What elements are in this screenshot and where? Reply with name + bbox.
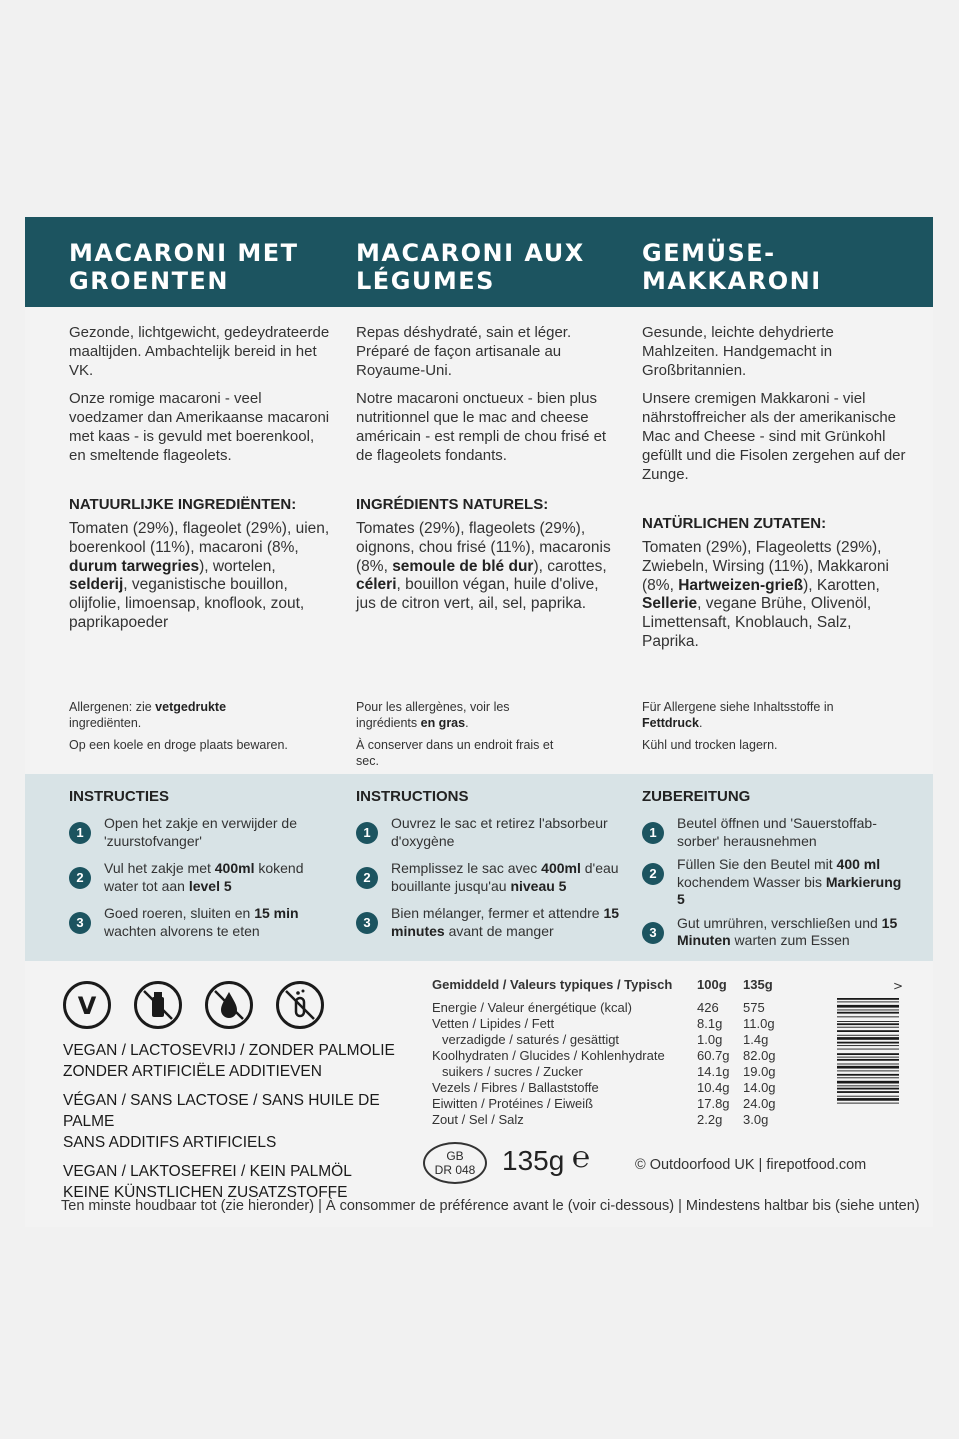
barcode-bar: [837, 1035, 899, 1036]
barcode-bar: [837, 1070, 899, 1071]
nutrition-row: Eiwitten / Protéines / Eiweiß 17.8g 24.0g: [432, 1096, 776, 1111]
intro-fr-1: Repas déshydraté, sain et léger. Préparé de façon artisanale au Royaume-Uni.: [356, 324, 572, 379]
intro-de-1: Gesunde, leichte dehydrierte Mahlzeiten. Handgemacht in Großbritannien.: [642, 324, 834, 379]
net-weight: 135g: [502, 1145, 565, 1176]
instructions-de: [642, 788, 902, 960]
allergens-nl: Allergenen: zie vetgedrukte ingrediënten. Op een koele en droge plaats bewaren.: [69, 700, 288, 752]
barcode-bar: [837, 1074, 899, 1076]
ingredients-nl: Tomaten (29%), flageolet (29%), uien, boerenkool (11%), macaroni (8%, durum tarwegries), wortelen, selderij, veganistische bouillon, olijfolie, limoensap, knoflook, zout, paprikapoeder: [69, 520, 330, 631]
barcode-bar: [837, 1059, 899, 1061]
intro-nl-1: Gezonde, lichtgewicht, gedeydrateerde maaltijden. Ambachtelijk bereid in het VK.: [69, 324, 330, 379]
storage-fr: À conserver dans un endroit frais et sec.: [356, 738, 554, 768]
step-3-nl: 3 Goed roeren, sluiten en 15 min wachten alvorens te eten: [69, 905, 329, 940]
vegan-icon: [63, 981, 111, 1029]
step-3-de: 3 Gut umrühren, verschließen und 15 Minuten warten zum Essen: [642, 915, 902, 950]
claims-nl: VEGAN / LACTOSEVRIJ / ZONDER PALMOLIE ZONDER ARTIFICIËLE ADDITIEVEN: [63, 1042, 395, 1080]
barcode-bar: [837, 1049, 899, 1050]
barcode-bar: [837, 1081, 899, 1084]
label-panel: [25, 217, 933, 1227]
barcode-bar: [837, 1005, 899, 1008]
nutrition-row: Energie / Valeur énergétique (kcal) 426 575: [432, 1000, 765, 1015]
nutrition-row: Koolhydraten / Glucides / Kohlenhydrate 60.7g 82.0g: [432, 1048, 776, 1063]
ingredients-de: Tomaten (29%), Flageoletts (29%), Zwiebeln, Wirsing (11%), Makkaroni (8%, Hartweizen-grieß), Karotten, Sellerie, vegane Brühe, Olivenöl, Limettensaft, Knoblauch, Salz, Paprika.: [642, 539, 889, 650]
barcode-bar: [837, 1016, 899, 1017]
ingredients-title-de: NATÜRLICHEN ZUTATEN:: [642, 515, 827, 532]
barcode-bar: [837, 1030, 899, 1032]
nutrition-header: Gemiddeld / Valeurs typiques / Typisch 100g 135g: [432, 977, 773, 992]
barcode-bar: [837, 1042, 899, 1044]
step-1-fr: 1 Ouvrez le sac et retirez l'absorbeur d'oxygène: [356, 815, 626, 850]
step-number-2: 2: [642, 863, 664, 885]
nutrition-row: Zout / Sel / Salz 2.2g 3.0g: [432, 1112, 769, 1127]
allergens-fr: Pour les allergènes, voir les ingrédients en gras. À conserver dans un endroit frais et sec.: [356, 699, 556, 775]
storage-nl: Op een koele en droge plaats bewaren.: [69, 738, 288, 752]
allergens-de: Für Allergene siehe Inhaltsstoffe in Fettdruck. Kühl und trocken lagern.: [642, 699, 862, 759]
step-number-3: 3: [642, 922, 664, 944]
storage-de: Kühl und trocken lagern.: [642, 738, 778, 752]
ingredients-title-fr: INGRÉDIENTS NATURELS:: [356, 496, 549, 513]
instructions-title-de: ZUBEREITUNG: [642, 788, 751, 805]
step-number-1: 1: [69, 822, 91, 844]
title-de: GEMÜSE- MAKKARONI: [642, 239, 822, 295]
instructions-band: [25, 774, 933, 961]
step-number-3: 3: [356, 912, 378, 934]
barcode-bar: [837, 1023, 899, 1025]
instructions-title-nl: INSTRUCTIES: [69, 788, 170, 805]
barcode-bar: [837, 1077, 899, 1078]
nutrition-row: verzadigde / saturés / gesättigt 1.0g 1.4g: [442, 1032, 769, 1047]
barcode-bars: [837, 998, 899, 1104]
instructions-title-fr: INSTRUCTIONS: [356, 788, 469, 805]
barcode-bar: [837, 1010, 899, 1011]
nutrition-row: Vezels / Fibres / Ballaststoffe 10.4g 14.0g: [432, 1080, 776, 1095]
barcode-bar: [837, 1091, 899, 1093]
step-number-2: 2: [69, 867, 91, 889]
svg-text:V: V: [77, 992, 97, 1020]
instructions-nl: [69, 788, 329, 950]
estimated-sign-icon: ℮: [572, 1141, 591, 1174]
nutrition-row: Vetten / Lipides / Fett 8.1g 11.0g: [432, 1016, 775, 1031]
ingredients-fr: Tomates (29%), flageolets (29%), oignons, chou frisé (11%), macaronis (8%, semoule de blé dur), carottes, céleri, bouillon végan, huile d'olive, jus de citron vert, ail, sel, paprika.: [356, 520, 611, 613]
barcode-bar: [837, 1096, 899, 1097]
ingredients-title-nl: NATUURLIJKE INGREDIËNTEN:: [69, 496, 297, 513]
nutrition-row: suikers / sucres / Zucker 14.1g 19.0g: [442, 1064, 776, 1079]
barcode-bar: [837, 1053, 899, 1055]
claims-fr: VÉGAN / SANS LACTOSE / SANS HUILE DE PALME SANS ADDITIFS ARTIFICIELS: [63, 1092, 380, 1151]
barcode: [809, 980, 909, 1130]
step-number-1: 1: [356, 822, 378, 844]
step-2-de: 2 Füllen Sie den Beutel mit 400 ml kochendem Wasser bis Markierung 5: [642, 856, 902, 909]
step-number-2: 2: [356, 867, 378, 889]
title-fr: MACARONI AUX LÉGUMES: [356, 239, 585, 295]
barcode-bar: [837, 1066, 899, 1069]
copyright: © Outdoorfood UK | firepotfood.com: [635, 1157, 867, 1173]
title-band: [25, 217, 933, 307]
no-palm-oil-icon: [205, 981, 253, 1029]
step-number-1: 1: [642, 822, 664, 844]
barcode-bar: [837, 1064, 899, 1065]
step-2-fr: 2 Remplissez le sac avec 400ml d'eau bouillante jusqu'au niveau 5: [356, 860, 626, 895]
barcode-bar: [837, 1021, 899, 1022]
step-1-de: 1 Beutel öffnen und 'Sauerstoffab-sorber' herausnehmen: [642, 815, 902, 850]
barcode-bar: [837, 1103, 899, 1104]
barcode-bar: [837, 1098, 899, 1101]
intro-de-2: Unsere cremigen Makkaroni - viel nährstoffreicher als der amerikanische Mac and Cheese - sind mit Grünkohl gefüllt und die Fisolen zergehen auf der Zunge.: [642, 390, 906, 483]
lactose-free-icon: [134, 981, 182, 1029]
intro-fr-2: Notre macaroni onctueux - bien plus nutritionnel que le mac and cheese américain - est rempli de chou frisé et de flageolets fondants.: [356, 390, 607, 464]
instructions-fr: [356, 788, 626, 950]
barcode-bar: [837, 1001, 899, 1002]
barcode-bar: [837, 998, 899, 1000]
barcode-bar: [837, 1085, 899, 1086]
best-before-note: Ten minste houdbaar tot (zie hieronder) | À consommer de préférence avant le (voir ci-dessous) | Mindestens haltbar bis (siehe unten): [61, 1198, 920, 1214]
nutrition-table: [432, 977, 792, 1128]
claims-de: VEGAN / LAKTOSEFREI / KEIN PALMÖL KEINE KÜNSTLICHEN ZUSATZSTOFFE: [63, 1163, 352, 1201]
diet-claims: [63, 1040, 423, 1211]
intro-nl-2: Onze romige macaroni - veel voedzamer dan Amerikaanse macaroni met kaas - is gevuld met boerenkool, en smeltende flageolets.: [69, 390, 330, 464]
gb-health-mark: GB DR 048: [423, 1142, 487, 1184]
step-2-nl: 2 Vul het zakje met 400ml kokend water tot aan level 5: [69, 860, 329, 895]
step-1-nl: 1 Open het zakje en verwijder de 'zuurstofvanger': [69, 815, 329, 850]
barcode-marker: >: [893, 980, 904, 993]
column-de: [642, 323, 907, 652]
barcode-bar: [837, 1045, 899, 1046]
barcode-bar: [837, 1012, 899, 1014]
column-fr: [356, 323, 621, 614]
barcode-bar: [837, 1037, 899, 1040]
barcode-bar: [837, 1088, 899, 1090]
step-number-3: 3: [69, 912, 91, 934]
barcode-bar: [837, 1027, 899, 1028]
title-nl: MACARONI MET GROENTEN: [69, 239, 299, 295]
step-3-fr: 3 Bien mélanger, fermer et attendre 15 minutes avant de manger: [356, 905, 626, 940]
column-nl: [69, 323, 334, 633]
barcode-bar: [837, 1057, 899, 1058]
no-additives-icon: [276, 981, 324, 1029]
